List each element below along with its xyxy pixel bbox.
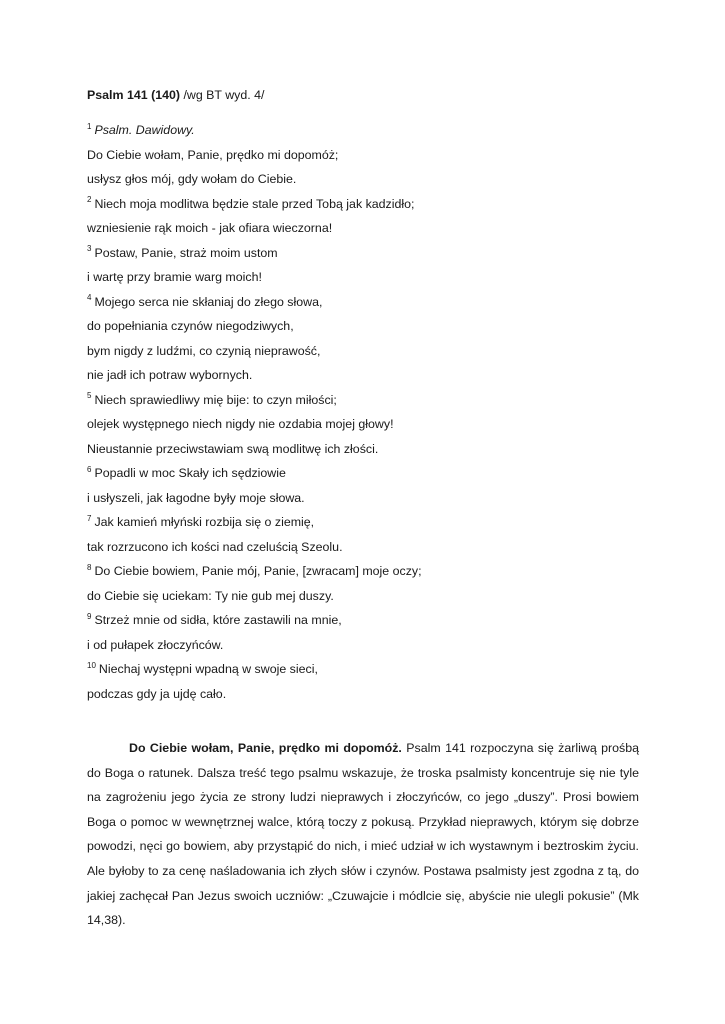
verse-text: nie jadł ich potraw wybornych.	[87, 368, 253, 382]
verse-line	[87, 682, 639, 707]
verse-text: Jak kamień młyński rozbija się o ziemię,	[94, 515, 315, 529]
verse-line	[87, 559, 639, 584]
verse-text: i wartę przy bramie warg moich!	[87, 270, 262, 284]
psalm-title: Psalm 141 (140)	[87, 88, 180, 102]
verse-line	[87, 192, 639, 217]
verse-line	[87, 241, 639, 266]
verse-line	[87, 363, 639, 388]
verse-line	[87, 290, 639, 315]
verse-line	[87, 339, 639, 364]
verse-number: 3	[87, 244, 92, 254]
verse-line	[87, 437, 639, 462]
verse-text: Psalm. Dawidowy.	[94, 123, 195, 137]
verse-text: Do Ciebie bowiem, Panie mój, Panie, [zwracam] moje oczy;	[94, 564, 422, 578]
verse-text: Niech sprawiedliwy mię bije: to czyn miłości;	[94, 392, 337, 407]
verse-text: Nieustannie przeciwstawiam swą modlitwę ich złości.	[87, 441, 379, 456]
verse-line	[87, 118, 639, 143]
verse-number: 6	[87, 464, 92, 474]
verse-number: 1	[87, 121, 92, 131]
verse-number: 7	[87, 513, 92, 523]
verse-text: bym nigdy z ludźmi, co czynią nieprawość,	[87, 343, 321, 358]
verse-line	[87, 584, 639, 609]
verse-number: 8	[87, 562, 92, 572]
verse-text: olejek występnego niech nigdy nie ozdabia mojej głowy!	[87, 417, 394, 431]
verse-text: Mojego serca nie skłaniaj do złego słowa,	[94, 294, 323, 309]
verse-text: podczas gdy ja ujdę cało.	[87, 686, 227, 701]
verse-text: Popadli w moc Skały ich sędziowie	[94, 466, 286, 480]
verse-text: Postaw, Panie, straż moim ustom	[94, 245, 278, 260]
verse-text: do popełniania czynów niegodziwych,	[87, 319, 294, 333]
verse-number: 2	[87, 195, 92, 205]
verse-text: tak rozrzucono ich kości nad czeluścią Szeolu.	[87, 539, 343, 554]
verse-text: Niechaj występni wpadną w swoje sieci,	[98, 662, 318, 676]
verse-text: Strzeż mnie od sidła, które zastawili na mnie,	[94, 613, 342, 627]
verse-line	[87, 265, 639, 290]
document-header	[87, 85, 639, 105]
verse-line	[87, 412, 639, 437]
verse-number: 10	[87, 660, 96, 670]
verse-text: wzniesienie rąk moich - jak ofiara wieczorna!	[87, 221, 333, 235]
verse-text: Niech moja modlitwa będzie stale przed Tobą jak kadzidło;	[94, 196, 415, 211]
verse-line	[87, 143, 639, 168]
verse-line	[87, 608, 639, 633]
psalm-verses	[87, 118, 639, 706]
verse-line	[87, 486, 639, 511]
translation-source: /wg BT wyd. 4/	[180, 88, 265, 102]
verse-text: usłysz głos mój, gdy wołam do Ciebie.	[87, 172, 297, 186]
verse-line	[87, 167, 639, 192]
verse-text: i od pułapek złoczyńców.	[87, 637, 224, 652]
commentary-paragraph	[87, 736, 639, 933]
verse-text: do Ciebie się uciekam: Ty nie gub mej duszy.	[87, 588, 334, 603]
verse-text: i usłyszeli, jak łagodne były moje słowa.	[87, 490, 305, 505]
verse-line	[87, 657, 639, 682]
verse-line	[87, 535, 639, 560]
verse-line	[87, 314, 639, 339]
verse-number: 5	[87, 391, 92, 401]
verse-line	[87, 216, 639, 241]
verse-text: Do Ciebie wołam, Panie, prędko mi dopomóż;	[87, 147, 339, 162]
verse-line	[87, 633, 639, 658]
commentary-lead: Do Ciebie wołam, Panie, prędko mi dopomóż.	[129, 741, 402, 755]
verse-line	[87, 510, 639, 535]
commentary-body: Psalm 141 rozpoczyna się żarliwą prośbą do Boga o ratunek. Dalsza treść tego psalmu wskazuje, że troska psalmisty koncentruje się nie tyle na zagrożeniu jego życia ze strony ludzi nieprawych i złoczyńców, co jego „duszy”. Prosi bowiem Boga o pomoc w wewnętrznej walce, którą toczy z pokusą. Przykład nieprawych, którym się dobrze powodzi, nęci go bowiem, aby przystąpić do nich, i mieć udział w ich wystawnym i beztroskim życiu. Ale byłoby to za cenę naśladowania ich złych słów i czynów. Postawa psalmisty jest zgodna z tą, do jakiej zachęcał Pan Jezus swoich uczniów: „Czuwajcie i módlcie się, abyście nie ulegli pokusie” (Mk 14,38).	[87, 741, 639, 928]
verse-line	[87, 388, 639, 413]
verse-line	[87, 461, 639, 486]
verse-number: 9	[87, 611, 92, 621]
verse-number: 4	[87, 293, 92, 303]
